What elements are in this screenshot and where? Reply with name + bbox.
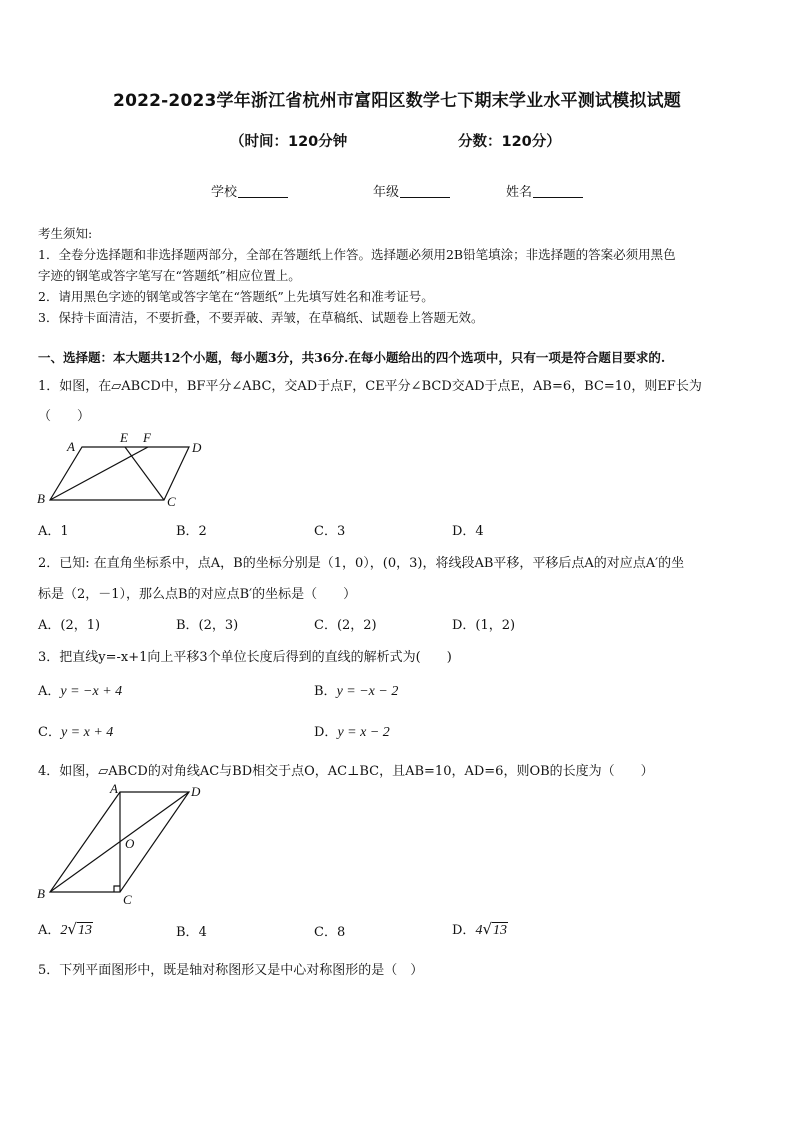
q4-option-c[interactable] bbox=[314, 921, 345, 940]
notice-line-4: 3．保持卡面清洁，不要折叠，不要弄破、弄皱，在草稿纸、试题卷上答题无效。 bbox=[38, 310, 484, 325]
q4-option-b-value: 4 bbox=[198, 925, 207, 940]
q1-label-e: E bbox=[120, 430, 128, 445]
q1-option-b[interactable]: B．2 bbox=[176, 524, 207, 539]
q4-option-a-radicand: 13 bbox=[77, 923, 92, 938]
q1-label-f: F bbox=[143, 430, 151, 445]
q2-option-a[interactable]: A．(2，1) bbox=[38, 618, 101, 633]
q3-option-b-expr: y = −x − 2 bbox=[336, 684, 399, 699]
q4-option-a-sqrt-icon: √ bbox=[67, 920, 77, 938]
q3-option-c[interactable] bbox=[38, 721, 113, 741]
q4-right-angle-mark bbox=[114, 886, 120, 892]
q1-option-d[interactable]: D．4 bbox=[452, 524, 484, 539]
q2-option-c[interactable]: C．(2，2) bbox=[314, 618, 377, 633]
grade-blank bbox=[400, 184, 450, 198]
q3-option-a-expr: y = −x + 4 bbox=[60, 684, 123, 699]
q3-option-b-label: B． bbox=[314, 684, 337, 699]
q4-option-d-radicand: 13 bbox=[493, 923, 507, 938]
page-title: 2022-2023学年浙江省杭州市富阳区数学七下期末学业水平测试模拟试题 bbox=[113, 91, 681, 111]
q3-option-b[interactable] bbox=[314, 680, 398, 700]
q4-option-a[interactable] bbox=[38, 919, 93, 939]
notice-heading: 考生须知: bbox=[38, 226, 93, 241]
q3-option-a[interactable] bbox=[38, 680, 122, 700]
q3-option-a-label: A． bbox=[38, 684, 61, 699]
grade-label: 年级 bbox=[373, 185, 400, 200]
q1-label-b: B bbox=[37, 491, 45, 506]
name-field bbox=[506, 181, 583, 200]
q1-label-c: C bbox=[167, 494, 176, 509]
school-label: 学校 bbox=[211, 185, 238, 200]
q3-option-d[interactable] bbox=[314, 721, 390, 741]
q2-option-d[interactable]: D．(1，2) bbox=[452, 618, 516, 633]
section-heading: 一、选择题：本大题共12个小题，每小题3分，共36分.在每小题给出的四个选项中，只有一项是符合题目要求的. bbox=[38, 350, 666, 365]
school-blank bbox=[238, 184, 288, 198]
notice-line-1: 1．全卷分选择题和非选择题两部分，全部在答题纸上作答。选择题必须用2B铅笔填涂；非选择题的答案必须用黑色 bbox=[38, 247, 676, 262]
q1-option-c[interactable]: C．3 bbox=[314, 524, 346, 539]
q4-option-a-label: A． bbox=[38, 923, 61, 938]
exam-time: （时间：120分钟 bbox=[230, 134, 348, 150]
q4-option-b[interactable] bbox=[176, 921, 207, 940]
q4-option-d-sqrt-icon: √ bbox=[482, 920, 492, 938]
q2-option-b[interactable]: B．(2，3) bbox=[176, 618, 239, 633]
exam-score: 分数：120分） bbox=[458, 134, 561, 150]
q4-option-d-coef: 4 bbox=[475, 923, 483, 938]
q1-label-a: A bbox=[67, 439, 75, 454]
q3-option-c-expr: y = x + 4 bbox=[60, 725, 114, 740]
grade-field bbox=[373, 181, 450, 200]
q1-stem-line1: 1．如图，在▱ABCD中，BF平分∠ABC，交AD于点F，CE平分∠BCD交AD于点E，AB=6，BC=10，则EF长为 bbox=[38, 379, 702, 394]
notice-line-2: 字迹的钢笔或答字笔写在“答题纸”相应位置上。 bbox=[38, 268, 301, 283]
q4-figure-parallelogram bbox=[34, 780, 214, 908]
q1-label-d: D bbox=[192, 440, 202, 455]
q4-option-d-label: D． bbox=[452, 923, 476, 938]
q5-stem: 5．下列平面图形中，既是轴对称图形又是中心对称图形的是（ ） bbox=[38, 963, 424, 978]
q1-figure-parallelogram bbox=[34, 428, 214, 510]
q4-option-b-label: B． bbox=[176, 925, 199, 940]
q3-option-d-label: D． bbox=[314, 725, 338, 740]
notice-line-3: 2．请用黑色字迹的钢笔或答字笔在“答题纸”上先填写姓名和准考证号。 bbox=[38, 289, 434, 304]
q4-label-d: D bbox=[191, 784, 201, 799]
q2-stem-line2: 标是（2，－1），那么点B的对应点B′的坐标是（ ） bbox=[38, 587, 357, 602]
q4-option-c-value: 8 bbox=[336, 925, 346, 940]
q1-option-a[interactable]: A．1 bbox=[38, 524, 69, 539]
q2-stem-line1: 2．已知: 在直角坐标系中，点A，B的坐标分别是（1，0），(0，3)，将线段AB平移，平移后点A的对应点A′的坐 bbox=[38, 556, 685, 571]
q4-option-c-label: C． bbox=[314, 925, 337, 940]
q4-label-c: C bbox=[123, 892, 132, 907]
q4-label-o: O bbox=[125, 836, 135, 851]
q1-parallelogram-shape bbox=[50, 447, 189, 500]
q3-option-c-label: C． bbox=[38, 725, 61, 740]
q1-stem-line2: （ ） bbox=[38, 409, 91, 424]
q3-stem: 3．把直线y=-x+1向上平移3个单位长度后得到的直线的解析式为( ) bbox=[38, 650, 452, 665]
q3-option-d-expr: y = x − 2 bbox=[337, 725, 390, 740]
q1-segment-ce bbox=[125, 447, 164, 500]
q4-label-a: A bbox=[110, 781, 118, 796]
name-blank bbox=[533, 184, 583, 198]
q4-stem: 4．如图，▱ABCD的对角线AC与BD相交于点O，AC⊥BC，且AB=10，AD=6，则OB的长度为（ ） bbox=[38, 764, 654, 779]
q4-label-b: B bbox=[37, 886, 45, 901]
name-label: 姓名 bbox=[506, 185, 533, 200]
q4-option-a-coef: 2 bbox=[60, 923, 68, 938]
school-field bbox=[211, 181, 288, 200]
q4-option-d[interactable] bbox=[452, 919, 508, 939]
q1-segment-bf bbox=[50, 447, 148, 500]
